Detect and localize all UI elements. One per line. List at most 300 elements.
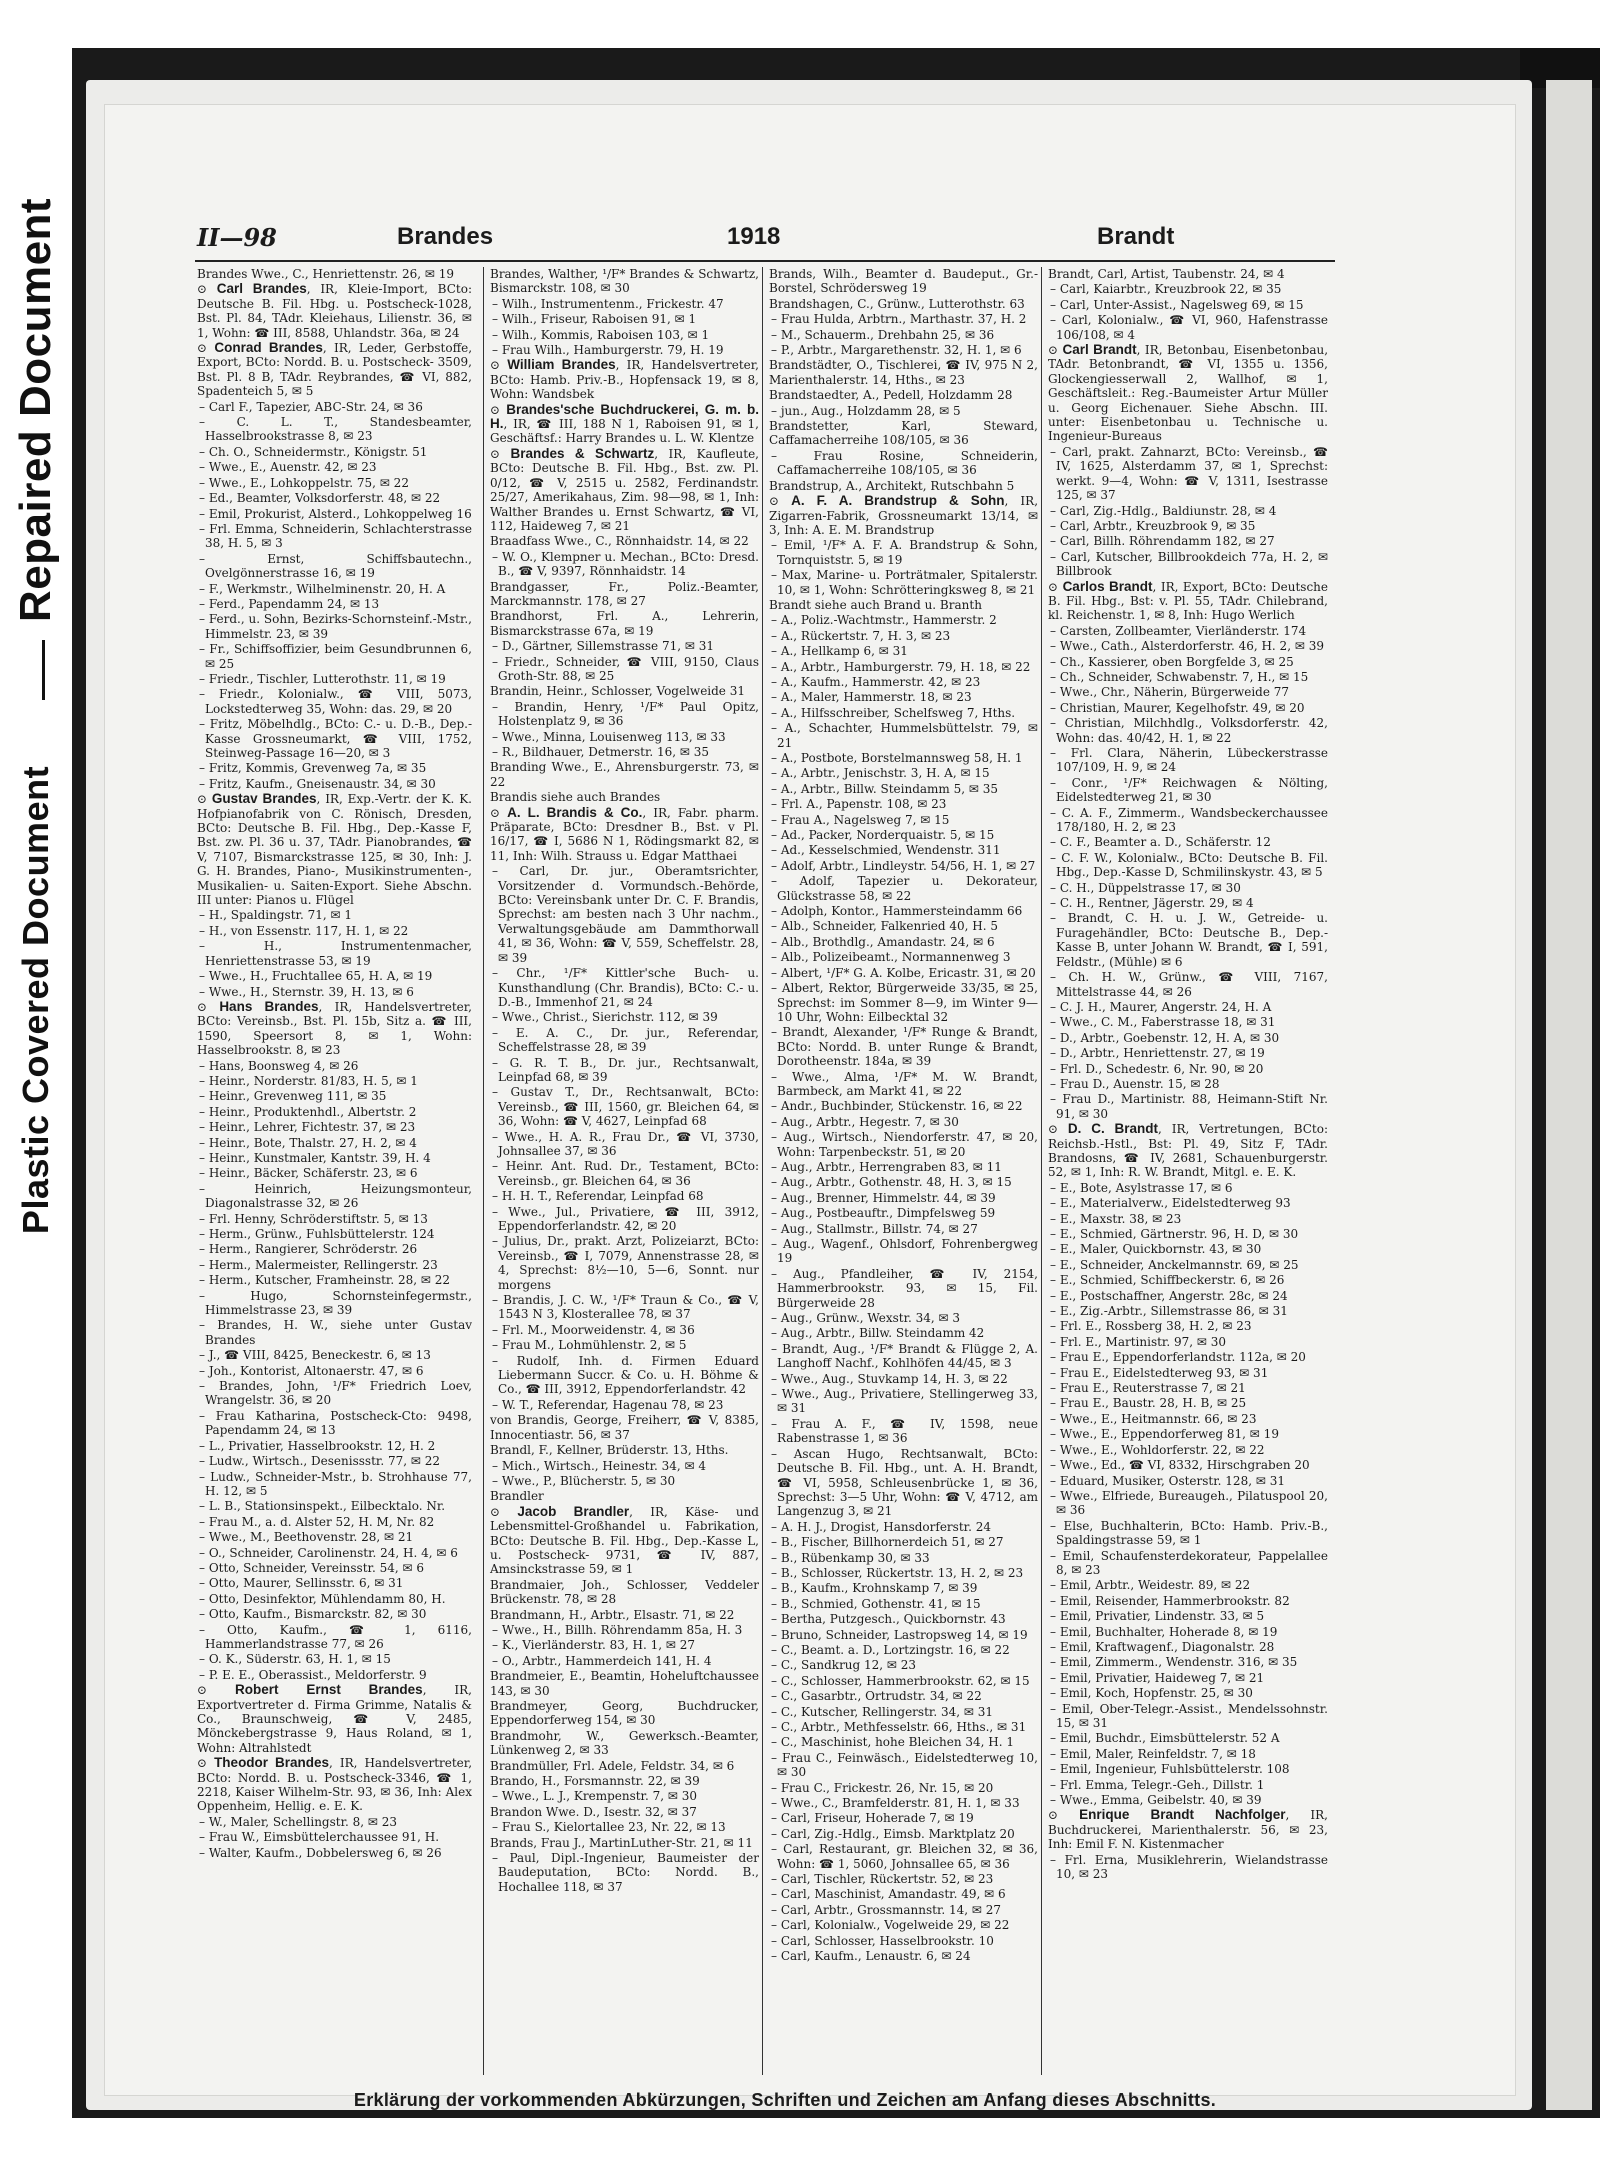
directory-entry: – Wwe., Ed., ☎ VI, 8332, Hirschgraben 20: [1050, 1458, 1310, 1473]
directory-entry: – Christian, Milchhdlg., Volksdorferstr. 42, Wohn: das. 40/42, H. 1, ✉ 22: [1050, 716, 1328, 745]
directory-entry: – D., Gärtner, Sillemstrasse 71, ✉ 31: [492, 639, 714, 654]
directory-entry: – K., Vierländerstr. 83, H. 1, ✉ 27: [492, 1638, 696, 1653]
directory-entry: – C. L. T., Standesbeamter, Hasselbrookstrasse 8, ✉ 23: [199, 415, 472, 444]
directory-entry: – Heinr., Lehrer, Fichtestr. 37, ✉ 23: [199, 1120, 416, 1135]
directory-entry: Brandstädter, O., Tischlerei, ☎ IV, 975 N 2, Marienthalerstr. 14, Hths., ✉ 23: [769, 358, 1038, 387]
directory-entry: – Heinr., Produktenhdl., Albertstr. 2: [199, 1104, 417, 1119]
directory-entry: – Wwe., Cath., Alsterdorferstr. 46, H. 2, ✉ 39: [1050, 639, 1324, 654]
directory-entry: – Wwe., C. M., Faberstrasse 18, ✉ 31: [1050, 1015, 1276, 1030]
column-2: [483, 267, 759, 2075]
directory-entry: – Emil, ¹/F* A. F. A. Brandstrup & Sohn, Tornquiststr. 5, ✉ 19: [771, 538, 1038, 567]
directory-entry: – Wilh., Friseur, Raboisen 91, ✉ 1: [492, 312, 697, 327]
directory-entry: – Emil, Reisender, Hammerbrookstr. 82: [1050, 1593, 1290, 1608]
directory-entry: Brandmaier, Joh., Schlosser, Veddeler Brückenstr. 78, ✉ 28: [490, 1577, 759, 1607]
directory-entry: – M., Schauerm., Drehbahn 25, ✉ 36: [771, 327, 995, 342]
directory-entry: – Aug., Arbtr., Gothenstr. 48, H. 3, ✉ 15: [771, 1175, 1012, 1190]
directory-entry: – Otto, Kaufm., Bismarckstr. 82, ✉ 30: [199, 1607, 427, 1622]
directory-entry: – Wwe., H., Fruchtallee 65, H. A, ✉ 19: [199, 969, 433, 984]
directory-entry: – Frau E., Eidelstedterweg 93, ✉ 31: [1050, 1365, 1269, 1380]
directory-entry: – Wwe., Christ., Sierichstr. 112, ✉ 39: [492, 1010, 718, 1025]
directory-entry: – E., Zig.-Arbtr., Sillemstrasse 86, ✉ 31: [1050, 1304, 1288, 1319]
directory-entry: – Chr., ¹/F* Kittler'sche Buch- u. Kunsthandlung (Chr. Brandis), BCto: C.- u. D.-B., Immenhof 21, ✉ 24: [492, 966, 759, 1009]
directory-entry: – Brandis, J. C. W., ¹/F* Traun & Co., ☎ V, 1543 N 3, Klosterallee 78, ✉ 37: [492, 1293, 759, 1322]
directory-page: [86, 80, 1532, 2110]
directory-entry: – jun., Aug., Holzdamm 28, ✉ 5: [771, 403, 961, 418]
directory-entry: – Frl. Erna, Musiklehrerin, Wielandstrasse 10, ✉ 23: [1050, 1852, 1328, 1882]
directory-entry: – Heinr., Kunstmaler, Kantstr. 39, H. 4: [199, 1150, 431, 1165]
directory-entry: – Rudolf, Inh. d. Firmen Eduard Liebermann Succr. & Co. u. H. Böhme & Co., ☎ III, 3912, Eppendorferlandstr. 42: [492, 1353, 759, 1397]
directory-entry: – E. A. C., Dr. jur., Referendar, Scheffelstrasse 28, ✉ 39: [492, 1025, 759, 1055]
directory-entry: – Bruno, Schneider, Lastropsweg 14, ✉ 19: [771, 1627, 1028, 1642]
directory-entry: – C., Maschinist, hohe Bleichen 34, H. 1: [771, 1735, 1014, 1750]
directory-entry: – B., Rübenkamp 30, ✉ 33: [771, 1550, 930, 1565]
directory-entry: – Frau C., Feinwäsch., Eidelstedterweg 10, ✉ 30: [771, 1750, 1038, 1780]
directory-entry: – Adolf, Tapezier u. Dekorateur, Glückstrasse 58, ✉ 22: [771, 874, 1038, 903]
directory-entry: – E., Schneider, Anckelmannstr. 69, ✉ 25: [1050, 1257, 1299, 1272]
directory-entry: – Herm., Kutscher, Framheinstr. 28, ✉ 22: [199, 1273, 451, 1288]
directory-entry: – Fritz, Kommis, Grevenweg 7a, ✉ 35: [199, 761, 427, 776]
directory-entry: Brandstrup, A., Architekt, Rutschbahn 5: [769, 478, 1015, 493]
directory-entry: – C., Gasarbtr., Ortrudstr. 34, ✉ 22: [771, 1689, 982, 1704]
directory-entry: – Frau D., Auenstr. 15, ✉ 28: [1050, 1076, 1220, 1091]
directory-entry: – F., Werkmstr., Wilhelminenstr. 20, H. A: [199, 581, 446, 596]
directory-entry: – Frl. E., Rossberg 38, H. 2, ✉ 23: [1050, 1319, 1252, 1334]
directory-entry: – Heinr. Ant. Rud. Dr., Testament, BCto: Vereinsb., gr. Bleichen 64, ✉ 36: [492, 1159, 759, 1188]
directory-entry: – Carsten, Zollbeamter, Vierländerstr. 174: [1050, 623, 1307, 638]
directory-entry: – Otto, Maurer, Sellinsstr. 6, ✉ 31: [199, 1576, 404, 1591]
directory-entry: – Herm., Rangierer, Schröderstr. 26: [199, 1242, 418, 1257]
directory-entry: – Frau Wilh., Hamburgerstr. 79, H. 19: [492, 343, 724, 358]
directory-entry: – Friedr., Tischler, Lutterothstr. 11, ✉ 19: [199, 671, 446, 686]
directory-entry: – Hans, Boonsweg 4, ✉ 26: [199, 1058, 359, 1073]
directory-entry: – H., von Essenstr. 117, H. 1, ✉ 22: [199, 923, 409, 938]
directory-entry: Brandshagen, C., Grünw., Lutterothstr. 63: [769, 296, 1025, 311]
directory-entry: – A., Rückertstr. 7, H. 3, ✉ 23: [771, 628, 951, 643]
directory-entry: – Frl. D., Schedestr. 6, Nr. 90, ✉ 20: [1050, 1061, 1264, 1076]
directory-entry: – C. F. W., Kolonialw., BCto: Deutsche B. Fil. Hbg., Dep.-Kasse D, Schmilinskystr. 43, ✉ 5: [1050, 850, 1328, 880]
directory-entry: – Heinr., Bote, Thalstr. 27, H. 2, ✉ 4: [199, 1135, 417, 1150]
directory-entry: – Andr., Buchbinder, Stückenstr. 16, ✉ 22: [771, 1099, 1023, 1114]
directory-entry: – Wilh., Kommis, Raboisen 103, ✉ 1: [492, 327, 710, 342]
directory-entry: – Wwe., E., Auenstr. 42, ✉ 23: [199, 460, 377, 475]
directory-entry: – R., Bildhauer, Detmerstr. 16, ✉ 35: [492, 745, 710, 759]
directory-entry: Brandt siehe auch Brand u. Branth: [769, 597, 982, 612]
directory-entry: – Wwe., Emma, Geibelstr. 40, ✉ 39: [1050, 1793, 1262, 1808]
directory-entry: – C. H., Rentner, Jägerstr. 29, ✉ 4: [1050, 896, 1254, 911]
directory-entry: – Mich., Wirtsch., Heinestr. 34, ✉ 4: [492, 1458, 707, 1473]
directory-entry: Brandgasser, Fr., Poliz.-Beamter, Marckmannstr. 178, ✉ 27: [490, 579, 759, 608]
directory-entry: – Carl, Restaurant, gr. Bleichen 32, ✉ 36, Wohn: ☎ 1, 5060, Johnsallee 65, ✉ 36: [771, 1842, 1038, 1871]
directory-entry: – Frau Rosine, Schneiderin, Caffamacherreihe 108/105, ✉ 36: [771, 448, 1038, 478]
directory-entry: – Ch., Kassierer, oben Borgfelde 3, ✉ 25: [1050, 654, 1294, 669]
directory-entry: – B., Kaufm., Krohnskamp 7, ✉ 39: [771, 1581, 978, 1596]
directory-entry: ⊙ Carl Brandt, IR, Betonbau, Eisenbetonbau, TAdr. Betonbrandt, ☎ VI, 1355 u. 1356, Glockengiesserwall 2, Wallhof, ✉ 1, Geschäftsleit.: Reg.-Baumeister Artur Müller u. Georg Eichenauer. Siehe Abschn. III. unter: Eisenbetonbau u. Technische u. Ingenieur-Bureaus: [1048, 342, 1328, 444]
directory-entry: ⊙ Robert Ernst Brandes, IR, Exportvertreter d. Firma Grimme, Natalis & Co., Braunschweig, ☎ V, 2485, Mönckebergstrasse 9, Haus Roland, ✉ 1, Wohn: Altrahlstedt: [197, 1682, 472, 1755]
directory-entry: Brands, Frau J., MartinLuther-Str. 21, ✉ 11: [490, 1835, 753, 1850]
directory-entry: – Aug., Brenner, Himmelstr. 44, ✉ 39: [771, 1190, 996, 1205]
directory-entry: – H. H. T., Referendar, Leinpfad 68: [492, 1189, 704, 1204]
directory-entry: – Emil, Privatier, Haideweg 7, ✉ 21: [1050, 1670, 1265, 1685]
directory-entry: – Frau D., Martinistr. 88, Heimann-Stift Nr. 91, ✉ 30: [1050, 1092, 1328, 1121]
directory-entry: – Wwe., Alma, ¹/F* M. W. Brandt, Barmbeck, am Markt 41, ✉ 22: [771, 1069, 1038, 1098]
directory-entry: – Wwe., E., Heitmannstr. 66, ✉ 23: [1050, 1411, 1257, 1426]
directory-entry: – Wwe., L. J., Krempenstr. 7, ✉ 30: [492, 1789, 698, 1804]
page-number: II—98: [197, 223, 277, 252]
directory-entry: – Ernst, Schiffsbautechn., Ovelgönnerstrasse 16, ✉ 19: [199, 551, 472, 581]
directory-entry: – C., Beamt. a. D., Lortzingstr. 16, ✉ 22: [771, 1642, 1010, 1657]
directory-entry: ⊙ A. L. Brandis & Co., IR, Fabr. pharm. Präparate, BCto: Dresdner B., Bst. v Pl. 16/17, ☎ I, 5686 N 1, Rödingsmarkt 82, ✉ 11, Inh: Wilh. Strauss u. Edgar Matthaei: [490, 804, 759, 863]
directory-entry: – Frau S., Kielortallee 23, Nr. 22, ✉ 13: [492, 1820, 726, 1835]
directory-entry: – E., Bote, Asylstrasse 17, ✉ 6: [1050, 1180, 1233, 1195]
directory-entry: – C., Kutscher, Rellingerstr. 34, ✉ 31: [771, 1704, 993, 1719]
directory-entry: – Max, Marine- u. Porträtmaler, Spitalerstr. 10, ✉ 1, Wohn: Schrötteringksweg 8, ✉ 21: [771, 568, 1038, 597]
directory-entry: – C. F., Beamter a. D., Schäferstr. 12: [1050, 835, 1271, 850]
directory-entry: ⊙ Conrad Brandes, IR, Leder, Gerbstoffe, Export, BCto: Nordd. B. u. Postscheck- 3509, Bst. Pl. 8 B, TAdr. Reybrandes, ☎ VI, 882, Spadenteich 5, ✉ 5: [197, 340, 472, 399]
directory-entry: – Frl. E., Martinistr. 97, ✉ 30: [1050, 1334, 1227, 1349]
directory-entry: – Brandt, Alexander, ¹/F* Runge & Brandt, BCto: Nordd. B. unter Runge & Brandt, Dorotheenstr. 184a, ✉ 39: [771, 1025, 1038, 1069]
directory-entry: – C., Sandkrug 12, ✉ 23: [771, 1658, 917, 1673]
running-head: [197, 223, 1307, 259]
directory-entry: – L. B., Stationsinspekt., Eilbecktalo. Nr.: [199, 1499, 446, 1514]
directory-entry: ⊙ Carl Brandes, IR, Kleie-Import, BCto: Deutsche B. Fil. Hbg. u. Postscheck-1028, Bst. Pl. 84, TAdr. Kleiehaus, Lilienstr. 36, ✉ 1, Wohn: ☎ III, 8588, Uhlandstr. 36a, ✉ 24: [197, 281, 472, 340]
directory-entry: – Conr., ¹/F* Reichwagen & Nölting, Eidelstedterweg 21, ✉ 30: [1050, 775, 1328, 805]
directory-entry: – A., Hilfsschreiber, Schelfsweg 7, Hths.: [771, 705, 1016, 720]
directory-entry: – E., Maler, Quickbornstr. 43, ✉ 30: [1050, 1242, 1262, 1257]
directory-entry: Brandmeier, E., Beamtin, Hoheluftchaussee 143, ✉ 30: [490, 1669, 759, 1698]
directory-entry: – Heinr., Grevenweg 111, ✉ 35: [199, 1089, 387, 1104]
scan-frame: [72, 48, 1600, 2118]
directory-entry: ⊙ Hans Brandes, IR, Handelsvertreter, BCto: Vereinsb., Bst. Pl. 15b, Sitz a. ☎ III, 1590, Speersort 8, ✉ 1, Wohn: Hasselbrookstr. 8, ✉ 23: [197, 998, 472, 1058]
directory-entry: – Fritz, Kaufm., Gneisenaustr. 34, ✉ 30: [199, 776, 436, 791]
directory-entry: – E., Maxstr. 38, ✉ 23: [1050, 1211, 1182, 1226]
directory-entry: ⊙ Brandes'sche Buchdruckerei, G. m. b. H., IR, ☎ III, 188 N 1, Raboisen 91, ✉ 1, Geschäftsf.: Harry Brandes u. L. W. Klentze: [490, 401, 759, 446]
directory-entry: – Carl, prakt. Zahnarzt, BCto: Vereinsb., ☎ IV, 1625, Alsterdamm 37, ✉ 1, Sprechst: werkt. 9—4, Wohn: ☎ V, 1311, Isestrasse 125, ✉ 37: [1050, 444, 1328, 503]
directory-entry: Brandon Wwe. D., Isestr. 32, ✉ 37: [490, 1804, 697, 1819]
directory-entry: – Frl. Emma, Schneiderin, Schlachterstrasse 38, H. 5, ✉ 3: [199, 521, 472, 551]
directory-entry: ⊙ Brandes & Schwartz, IR, Kaufleute, BCto: Deutsche B. Fil. Hbg., Bst. zw. Pl. 0/12, ☎ V, 2515 u. 2582, Ferdinandstr. 25/27, Amerikahaus, Zim. 98—98, ✉ 1, Inh: Walther Brandes u. Ernst Schwartz, ☎ VI, 112, Haideweg 7, ✉ 21: [490, 445, 759, 533]
directory-entry: – Ferd., u. Sohn, Bezirks-Schornsteinf.-Mstr., Himmelstr. 23, ✉ 39: [199, 612, 472, 641]
directory-entry: Braadfass Wwe., C., Rönnhaidstr. 14, ✉ 22: [490, 534, 749, 549]
directory-entry: – Wwe., E., Wohldorferstr. 22, ✉ 22: [1050, 1442, 1265, 1457]
directory-entry: ⊙ D. C. Brandt, IR, Vertretungen, BCto: Reichsb.-Hstl., Bst: Pl. 49, Sitz F, TAdr. Brandosns, ☎ IV, 2681, Schauenburgerstr. 52, ✉ 1, Inh: R. W. Brandt, Mitgl. e. E. K.: [1048, 1121, 1328, 1180]
directory-entry: – Aug., Grünw., Wexstr. 34, ✉ 3: [771, 1311, 961, 1326]
directory-entry: – Carl, Friseur, Hoherade 7, ✉ 19: [771, 1811, 974, 1826]
directory-entry: Brandes, Walther, ¹/F* Brandes & Schwartz, Bismarckstr. 108, ✉ 30: [490, 267, 759, 296]
directory-entry: – B., Schlosser, Rückertstr. 13, H. 2, ✉ 23: [771, 1565, 1024, 1580]
directory-entry: – Carl, Maschinist, Amandastr. 49, ✉ 6: [771, 1887, 1006, 1902]
directory-entry: – Ad., Kesselschmied, Wendenstr. 311: [771, 843, 1001, 858]
directory-entry: ⊙ Jacob Brandler, IR, Käse- und Lebensmittel-Großhandel u. Fabrikation, BCto: Deutsche B. Fil. Hbg., Dep.-Kasse L, u. Postscheck- 9731, ☎ IV, 887, Amsinckstrasse 59, ✉ 1: [490, 1503, 759, 1577]
directory-entry: von Brandis, George, Freiherr, ☎ V, 8385, Innocentiastr. 56, ✉ 37: [490, 1413, 759, 1442]
directory-entry: – Wwe., Aug., Privatiere, Stellingerweg 33, ✉ 31: [771, 1387, 1038, 1416]
directory-entry: – Ludw., Wirtsch., Desenissstr. 77, ✉ 22: [199, 1454, 440, 1469]
directory-entry: – A. H. J., Drogist, Hansdorferstr. 24: [771, 1519, 991, 1534]
directory-entry: – Frau E., Eppendorferlandstr. 112a, ✉ 20: [1050, 1350, 1306, 1365]
directory-entry: – Aug., Wirtsch., Niendorferstr. 47, ✉ 20, Wohn: Tarpenbeckstr. 51, ✉ 20: [771, 1130, 1038, 1159]
directory-entry: – Adolf, Arbtr., Lindleystr. 54/56, H. 1, ✉ 27: [771, 858, 1036, 873]
label-divider: [42, 640, 45, 700]
directory-entry: Brandmohr, W., Gewerksch.-Beamter, Lünkenweg 2, ✉ 33: [490, 1728, 759, 1758]
directory-entry: – J., ☎ VIII, 8425, Beneckestr. 6, ✉ 13: [199, 1348, 431, 1363]
page-sheet: [104, 104, 1516, 2110]
directory-entry: – Emil, Arbtr., Weidestr. 89, ✉ 22: [1050, 1578, 1251, 1593]
directory-entry: – Carl, Kolonialw., ☎ VI, 960, Hafenstrasse 106/108, ✉ 4: [1050, 313, 1328, 342]
directory-entry: – O., Arbtr., Hammerdeich 141, H. 4: [492, 1653, 712, 1668]
directory-entry: Brandmeyer, Georg, Buchdrucker, Eppendorferweg 154, ✉ 30: [490, 1699, 759, 1728]
directory-entry: – Walter, Kaufm., Dobbelersweg 6, ✉ 26: [199, 1845, 442, 1860]
directory-entry: – Fr., Schiffsoffizier, beim Gesundbrunnen 6, ✉ 25: [199, 642, 472, 671]
directory-entry: – Else, Buchhalterin, BCto: Hamb. Priv.-B., Spaldingstrasse 59, ✉ 1: [1050, 1518, 1328, 1548]
directory-entry: – Carl, Tischler, Rückertstr. 52, ✉ 23: [771, 1872, 994, 1887]
directory-entry: – Bertha, Putzgesch., Quickbornstr. 43: [771, 1612, 1006, 1627]
directory-entry: – Frau Katharina, Postscheck-Cto: 9498, Papendamm 24, ✉ 13: [199, 1408, 472, 1438]
directory-entry: – Carl, Kutscher, Billbrookdeich 77a, H. 2, ✉ Billbrook: [1050, 549, 1328, 579]
directory-entry: – Aug., Arbtr., Hegestr. 7, ✉ 30: [771, 1114, 959, 1129]
directory-entry: – Frau C., Frickestr. 26, Nr. 15, ✉ 20: [771, 1780, 994, 1795]
directory-entry: – Carl, Zig.-Hdlg., Eimsb. Marktplatz 20: [771, 1826, 1015, 1841]
directory-entry: – P., Arbtr., Margarethenstr. 32, H. 1, ✉ 6: [771, 343, 1022, 358]
directory-entry: – Aug., Arbtr., Herrengraben 83, ✉ 11: [771, 1159, 1002, 1174]
directory-entry: – H., Spaldingstr. 71, ✉ 1: [199, 908, 352, 923]
directory-entry: – Frl. A., Papenstr. 108, ✉ 23: [771, 797, 947, 812]
directory-entry: – Emil, Ingenieur, Fuhlsbüttelerstr. 108: [1050, 1762, 1290, 1777]
directory-entry: – Emil, Buchdr., Eimsbüttelerstr. 52 A: [1050, 1731, 1280, 1746]
directory-entry: – E., Schmied, Gärtnerstr. 96, H. D, ✉ 30: [1050, 1227, 1299, 1241]
directory-entry: – Frau A., Nagelsweg 7, ✉ 15: [771, 812, 950, 827]
directory-entry: – Otto, Desinfektor, Mühlendamm 80, H.: [199, 1591, 446, 1606]
directory-entry: Brandmüller, Frl. Adele, Feldstr. 34, ✉ 6: [490, 1758, 735, 1773]
year: 1918: [727, 223, 781, 250]
directory-entry: – Frau E., Reuterstrasse 7, ✉ 21: [1050, 1381, 1246, 1396]
directory-entry: – Otto, Kaufm., ☎ 1, 6116, Hammerlandstrasse 77, ✉ 26: [199, 1622, 472, 1651]
directory-entry: – B., Schmied, Gothenstr. 41, ✉ 15: [771, 1596, 981, 1611]
directory-entry: – Frau W., Eimsbüttelerchaussee 91, H.: [199, 1830, 440, 1845]
header-rule: [195, 260, 1335, 262]
directory-entry: – Emil, Prokurist, Alsterd., Lohkoppelweg 16: [199, 506, 472, 521]
directory-entry: Brandstaedter, A., Pedell, Holzdamm 28: [769, 388, 1013, 403]
directory-entry: – Frau Hulda, Arbtrn., Marthastr. 37, H. 2: [771, 312, 1027, 327]
directory-entry: – Ch. H. W., Grünw., ☎ VIII, 7167, Mittelstrasse 44, ✉ 26: [1050, 970, 1328, 999]
directory-entry: – Emil, Kraftwagenf., Diagonalstr. 28: [1050, 1639, 1275, 1654]
directory-entry: Brandes Wwe., C., Henriettenstr. 26, ✉ 19: [197, 267, 455, 281]
directory-entry: ⊙ William Brandes, IR, Handelsvertreter, BCto: Hamb. Priv.-B., Hopfensack 19, ✉ 8, Wohn: Wandsbek: [490, 357, 759, 402]
directory-entry: Brandmann, H., Arbtr., Elsastr. 71, ✉ 22: [490, 1607, 735, 1622]
directory-entry: – A., Kaufm., Hammerstr. 42, ✉ 23: [771, 674, 981, 689]
directory-entry: – A., Arbtr., Jenischstr. 3, H. A, ✉ 15: [771, 766, 990, 781]
directory-entry: ⊙ Enrique Brandt Nachfolger, IR, Buchdruckerei, Marienthalerstr. 56, ✉ 23, Inh: Emil F. N. Kistenmacher: [1048, 1807, 1328, 1852]
directory-entry: Brandhorst, Frl. A., Lehrerin, Bismarckstrasse 67a, ✉ 19: [490, 609, 759, 638]
directory-entry: Brands, Wilh., Beamter d. Baudeput., Gr.-Borstel, Schrödersweg 19: [769, 267, 1038, 296]
directory-entry: – Wwe., Jul., Privatiere, ☎ III, 3912, Eppendorferlandstr. 42, ✉ 20: [492, 1204, 759, 1233]
directory-entry: – Carl, Unter-Assist., Nagelsweg 69, ✉ 15: [1050, 297, 1304, 312]
directory-entry: – Gustav T., Dr., Rechtsanwalt, BCto: Vereinsb., ☎ III, 1560, gr. Bleichen 64, ✉ 36, Wohn: ☎ V, 4627, Leinpfad 68: [492, 1085, 759, 1129]
directory-entry: – Wwe., Minna, Louisenweg 113, ✉ 33: [492, 729, 726, 744]
directory-entry: Brandstetter, Karl, Steward, Caffamacherreihe 108/105, ✉ 36: [769, 419, 1038, 448]
directory-entry: ⊙ Theodor Brandes, IR, Handelsvertreter, BCto: Nordd. B. u. Postscheck-3346, ☎ 1, 2218, Kaiser Wilhelm-Str. 93, ✉ 36, Inh: Alex Oppenheim, Hellig. e. E. K.: [197, 1755, 472, 1814]
directory-entry: – Emil, Zimmerm., Wendenstr. 316, ✉ 35: [1050, 1655, 1298, 1670]
directory-entry: – Wwe., M., Beethovenstr. 28, ✉ 21: [199, 1530, 414, 1545]
directory-entry: – Carl, Schlosser, Hasselbrookstr. 10: [771, 1933, 994, 1948]
directory-entry: Brando, H., Forsmannstr. 22, ✉ 39: [490, 1774, 700, 1789]
directory-entry: – Frau M., Lohmühlenstr. 2, ✉ 5: [492, 1338, 687, 1353]
directory-entry: – Frau A. F., ☎ IV, 1598, neue Rabenstrasse 1, ✉ 36: [771, 1416, 1038, 1446]
directory-entry: – A., Hellkamp 6, ✉ 31: [771, 644, 908, 659]
directory-entry: – D., Arbtr., Goebenstr. 12, H. A, ✉ 30: [1050, 1030, 1280, 1045]
catchword-right: Brandt: [1097, 223, 1175, 250]
directory-entry: – C., Arbtr., Methfesselstr. 66, Hths., ✉ 31: [771, 1720, 1027, 1734]
directory-entry: – Wwe., H., Billh. Röhrendamm 85a, H. 3: [492, 1622, 743, 1637]
directory-entry: – Herm., Malermeister, Rellingerstr. 23: [199, 1257, 438, 1272]
column-4: [1041, 267, 1328, 2075]
directory-entry: – D., Arbtr., Henriettenstr. 27, ✉ 19: [1050, 1046, 1265, 1061]
directory-entry: – Emil, Buchhalter, Hoherade 8, ✉ 19: [1050, 1624, 1278, 1639]
directory-entry: – C. H., Düppelstrasse 17, ✉ 30: [1050, 880, 1241, 895]
directory-entry: – Albert, Rektor, Bürgerweide 33/35, ✉ 25, Sprechst: im Sommer 8—9, im Winter 9—10 Uhr, Wohn: Eilbecktal 32: [771, 981, 1038, 1024]
directory-entry: – Wwe., H. A. R., Frau Dr., ☎ VI, 3730, Johnsallee 37, ✉ 36: [492, 1129, 759, 1158]
directory-entry: – E., Schmied, Schiffbeckerstr. 6, ✉ 26: [1050, 1273, 1285, 1288]
directory-entry: – Hugo, Schornsteinfegermstr., Himmelstrasse 23, ✉ 39: [199, 1288, 472, 1318]
directory-entry: – Wwe., Chr., Näherin, Bürgerweide 77: [1050, 685, 1290, 700]
catchword-left: Brandes: [397, 223, 494, 250]
directory-entry: – A., Arbtr., Hamburgerstr. 79, H. 18, ✉ 22: [771, 659, 1031, 674]
directory-entry: – Wwe., E., Lohkoppelstr. 75, ✉ 22: [199, 475, 409, 490]
directory-entry: ⊙ A. F. A. Brandstrup & Sohn, IR, Zigarren-Fabrik, Grossneumarkt 13/14, ✉ 3, Inh: A. E. M. Brandstrup: [769, 493, 1038, 537]
directory-entry: – Fritz, Möbelhdlg., BCto: C.- u. D.-B., Dep.-Kasse Grossneumarkt, ☎ VIII, 1752, Steinweg-Passage 16—20, ✉ 3: [199, 717, 472, 760]
directory-entry: – Emil, Koch, Hopfenstr. 25, ✉ 30: [1050, 1686, 1253, 1701]
directory-entry: – Carl F., Tapezier, ABC-Str. 24, ✉ 36: [199, 399, 423, 414]
directory-entry: – H., Instrumentenmacher, Henriettenstrasse 53, ✉ 19: [199, 939, 472, 968]
column-3: [762, 267, 1038, 2075]
directory-entry: – Ludw., Schneider-Mstr., b. Strohhause 77, H. 12, ✉ 5: [199, 1469, 472, 1498]
directory-entry: – Emil, Ober-Telegr.-Assist., Mendelssohnstr. 15, ✉ 31: [1050, 1701, 1328, 1730]
directory-entry: – Heinr., Bäcker, Schäferstr. 23, ✉ 6: [199, 1166, 418, 1181]
directory-entry: – Wwe., E., Eppendorferweg 81, ✉ 19: [1050, 1427, 1279, 1442]
directory-entry: – Aug., Wagenf., Ohlsdorf, Fohrenbergweg 19: [771, 1237, 1038, 1266]
directory-entry: – Otto, Schneider, Vereinsstr. 54, ✉ 6: [199, 1560, 424, 1575]
directory-entry: – A., Arbtr., Billw. Steindamm 5, ✉ 35: [771, 781, 999, 796]
directory-entry: – Frau E., Baustr. 28, H. B, ✉ 25: [1050, 1396, 1247, 1411]
directory-entry: – Carl, Kolonialw., Vogelweide 29, ✉ 22: [771, 1918, 1010, 1933]
directory-entry: – Wwe., H., Sternstr. 39, H. 13, ✉ 6: [199, 984, 414, 999]
directory-entry: Branding Wwe., E., Ahrensburgerstr. 73, ✉ 22: [490, 760, 759, 789]
directory-entry: – Heinr., Norderstr. 81/83, H. 5, ✉ 1: [199, 1073, 418, 1088]
directory-entry: – Brandt, C. H. u. J. W., Getreide- u. Furagehändler, BCto: Deutsche B., Dep.-Kasse B, unter Johann W. Brandt, ☎ I, 591, Feldstr., (Mühle) ✉ 6: [1050, 911, 1328, 969]
directory-entry: – Aug., Stallmstr., Billstr. 74, ✉ 27: [771, 1221, 978, 1236]
directory-entry: – A., Schachter, Hummelsbüttelstr. 79, ✉ 21: [771, 721, 1038, 750]
directory-entry: – Brandt, Aug., ¹/F* Brandt & Flügge 2, A. Langhoff Nachf., Kohlhöfen 44/45, ✉ 3: [771, 1341, 1038, 1371]
directory-entry: ⊙ Carlos Brandt, IR, Export, BCto: Deutsche B. Fil. Hbg., Bst: v. Pl. 55, TAdr. Chilebrand, kl. Reichenstr. 1, ✉ 8, Inh: Hugo Werlich: [1048, 578, 1328, 623]
directory-entry: – Brandin, Henry, ¹/F* Paul Opitz, Holstenplatz 9, ✉ 36: [492, 699, 759, 729]
directory-entry: – Emil, Privatier, Lindenstr. 33, ✉ 5: [1050, 1609, 1265, 1624]
plastic-covered-label: Plastic Covered Document: [15, 765, 56, 1235]
directory-entry: – Frl. Emma, Telegr.-Geh., Dillstr. 1: [1050, 1777, 1265, 1792]
directory-entry: – Wwe., Elfriede, Bureaugeh., Pilatuspool 20, ✉ 36: [1050, 1488, 1328, 1518]
directory-entry: – C. A. F., Zimmerm., Wandsbeckerchaussee 178/180, H. 2, ✉ 23: [1050, 805, 1328, 835]
directory-entry: Brandis siehe auch Brandes: [490, 790, 661, 805]
directory-entry: – C. J. H., Maurer, Angerstr. 24, H. A: [1050, 999, 1272, 1014]
directory-entry: – Herm., Grünw., Fuhlsbüttelerstr. 124: [199, 1227, 435, 1241]
directory-entry: – Aug., Postbeauftr., Dimpfelsweg 59: [771, 1206, 996, 1221]
directory-entry: – Carl, Dr. jur., Oberamtsrichter, Vorsitzender d. Vormundsch.-Behörde, BCto: Vereinsbank unter Dr. C. F. Brandis, Sprechst: am besten nach 3 Uhr nachm., Verwaltungsgebäude am Dammthorwall 41, ✉ 36, Wohn: ☎ V, 559, Scheffelstr. 28, ✉ 39: [492, 864, 759, 965]
directory-entry: Brandl, F., Kellner, Brüderstr. 13, Hths.: [490, 1443, 729, 1458]
directory-entry: – Carl, Kaiarbtr., Kreuzbrook 22, ✉ 35: [1050, 282, 1282, 297]
directory-entry: – W. O., Klempner u. Mechan., BCto: Dresd. B., ☎ V, 9397, Rönnhaidstr. 14: [492, 549, 759, 579]
directory-entry: – Julius, Dr., prakt. Arzt, Polizeiarzt, BCto: Vereinsb., ☎ I, 7079, Annenstrasse 28, ✉ 4, Sprechst: 8½—10, 5—6, Sonnt. nur morgens: [492, 1234, 759, 1292]
directory-entry: – A., Poliz.-Wachtmstr., Hammerstr. 2: [771, 613, 997, 628]
directory-entry: – W. T., Referendar, Hagenau 78, ✉ 23: [492, 1397, 724, 1412]
directory-entry: – E., Materialverw., Eidelstedterweg 93: [1050, 1196, 1291, 1211]
directory-entry: – Friedr., Kolonialw., ☎ VIII, 5073, Lockstedterweg 35, Wohn: das. 29, ✉ 20: [199, 687, 472, 716]
footer-note: Erklärung der vorkommenden Abkürzungen, Schriften und Zeichen am Anfang dieses Abschnitts.: [353, 2090, 1217, 2110]
directory-entry: – Ascan Hugo, Rechtsanwalt, BCto: Deutsche B. Fil. Hbg., unt. A. H. Brandt, ☎ VI, 5958, Schleusenbrücke 1, ✉ 36, Sprechst: 3—5 Uhr, Wohn: ☎ V, 4712, am Langenzug 3, ✉ 21: [771, 1446, 1038, 1519]
directory-entry: – Frau M., a. d. Alster 52, H. M, Nr. 82: [199, 1514, 435, 1529]
directory-entry: – Carl, Zig.-Hdlg., Baldiunstr. 28, ✉ 4: [1050, 503, 1277, 518]
directory-entry: – Friedr., Schneider, ☎ VIII, 9150, Claus Groth-Str. 88, ✉ 25: [492, 654, 759, 683]
directory-entry: – Albert, ¹/F* G. A. Kolbe, Ericastr. 31, ✉ 20: [771, 965, 1036, 980]
directory-entry: – Emil, Maler, Reinfeldstr. 7, ✉ 18: [1050, 1746, 1256, 1761]
directory-entry: – Ad., Packer, Norderquaistr. 5, ✉ 15: [771, 828, 995, 843]
directory-entry: – Adolph, Kontor., Hammersteindamm 66: [771, 904, 1023, 919]
directory-entry: – Wwe., P., Blücherstr. 5, ✉ 30: [492, 1473, 676, 1488]
directory-entry: – Carl, Kaufm., Lenaustr. 6, ✉ 24: [771, 1949, 971, 1964]
page-edge: [1546, 80, 1592, 2110]
directory-entry: – A., Postbote, Borstelmannsweg 58, H. 1: [771, 751, 1023, 765]
directory-entry: – Carl, Arbtr., Kreuzbrook 9, ✉ 35: [1050, 518, 1256, 533]
directory-entry: – W., Maler, Schellingstr. 8, ✉ 23: [199, 1814, 398, 1829]
directory-entry: – Heinrich, Heizungsmonteur, Diagonalstrasse 32, ✉ 26: [199, 1181, 472, 1211]
directory-entry: – O. K., Süderstr. 63, H. 1, ✉ 15: [199, 1652, 391, 1667]
label-strip: [0, 0, 72, 2177]
column-1: [197, 267, 472, 2075]
directory-entry: – O., Schneider, Carolinenstr. 24, H. 4, ✉ 6: [199, 1545, 458, 1560]
directory-entry: – Ch. O., Schneidermstr., Königstr. 51: [199, 444, 428, 459]
directory-entry: – Carl, Arbtr., Grossmannstr. 14, ✉ 27: [771, 1902, 1002, 1917]
directory-entry: ⊙ Gustav Brandes, IR, Exp.-Vertr. der K. K. Hofpianofabrik von C. Rönisch, Dresden, BCto: Deutsche B. Fil. Hbg., Dep.-Kasse F, Bst. zw. Pl. 36 u. 37, TAdr. Pianobrandes, ☎ V, 7107, Bismarckstrasse 125, ✉ 30, Inh: J. G. H. Brandes, Piano-, Musikinstrumenten-, Musikalien- u. Saiten-Export. Siehe Abschn. III unter: Pianos u. Flügel: [197, 791, 472, 908]
directory-entry: – Alb., Brothdlg., Amandastr. 24, ✉ 6: [771, 934, 995, 949]
directory-entry: – L., Privatier, Hasselbrookstr. 12, H. 2: [199, 1438, 436, 1453]
directory-entry: Brandler: [490, 1489, 544, 1504]
directory-entry: – P. E. E., Oberassist., Meldorferstr. 9: [199, 1667, 427, 1682]
directory-entry: – Christian, Maurer, Kegelhofstr. 49, ✉ 20: [1050, 700, 1305, 715]
directory-entry: – Frl. Clara, Näherin, Lübeckerstrasse 107/109, H. 9, ✉ 24: [1050, 746, 1328, 775]
directory-entry: – A., Maler, Hammerstr. 18, ✉ 23: [771, 690, 972, 705]
directory-entry: – Carl, Billh. Röhrendamm 182, ✉ 27: [1050, 534, 1275, 549]
directory-entry: – Wilh., Instrumentenm., Frickestr. 47: [492, 296, 724, 311]
directory-entry: – Alb., Polizeibeamt., Normannenweg 3: [771, 950, 1011, 965]
directory-entry: – G. R. T. B., Dr. jur., Rechtsanwalt, Leinpfad 68, ✉ 39: [492, 1055, 759, 1084]
directory-entry: – Frl. Henny, Schröderstiftstr. 5, ✉ 13: [199, 1211, 428, 1226]
directory-entry: – Ed., Beamter, Volksdorferstr. 48, ✉ 22: [199, 491, 441, 506]
directory-entry: – Aug., Arbtr., Billw. Steindamm 42: [771, 1326, 985, 1341]
directory-entry: – Frl. M., Moorweidenstr. 4, ✉ 36: [492, 1322, 695, 1337]
directory-entry: – Brandes, John, ¹/F* Friedrich Loev, Wrangelstr. 36, ✉ 20: [199, 1379, 472, 1408]
repaired-document-label: Repaired Document: [11, 197, 60, 623]
directory-entry: – Aug., Pfandleiher, ☎ IV, 2154, Hammerbrookstr. 93, ✉ 15, Fil. Bürgerweide 28: [771, 1266, 1038, 1310]
directory-entry: – Wwe., Aug., Stuvkamp 14, H. 3, ✉ 22: [771, 1371, 1008, 1386]
directory-entry: – Alb., Schneider, Falkenried 40, H. 5: [771, 919, 999, 934]
directory-entry: – B., Fischer, Billhornerdeich 51, ✉ 27: [771, 1535, 1004, 1550]
directory-entry: – Paul, Dipl.-Ingenieur, Baumeister der Baudeputation, BCto: Nordd. B., Hochallee 118, ✉ 37: [492, 1851, 759, 1894]
directory-entry: – C., Schlosser, Hammerbrookstr. 62, ✉ 15: [771, 1673, 1030, 1688]
directory-entry: – E., Postschaffner, Angerstr. 28c, ✉ 24: [1050, 1288, 1288, 1303]
directory-entry: – Wwe., C., Bramfelderstr. 81, H. 1, ✉ 33: [771, 1796, 1020, 1811]
directory-entry: – Joh., Kontorist, Altonaerstr. 47, ✉ 6: [199, 1363, 424, 1378]
directory-entry: – Brandes, H. W., siehe unter Gustav Brandes: [199, 1318, 472, 1347]
directory-entry: – Eduard, Musiker, Osterstr. 128, ✉ 31: [1050, 1473, 1285, 1488]
directory-entry: – Ch., Schneider, Schwabenstr. 7, H., ✉ 15: [1050, 669, 1309, 684]
directory-entry: – Emil, Schaufensterdekorateur, Pappelallee 8, ✉ 23: [1050, 1548, 1328, 1577]
directory-entry: Brandin, Heinr., Schlosser, Vogelweide 31: [490, 684, 745, 699]
